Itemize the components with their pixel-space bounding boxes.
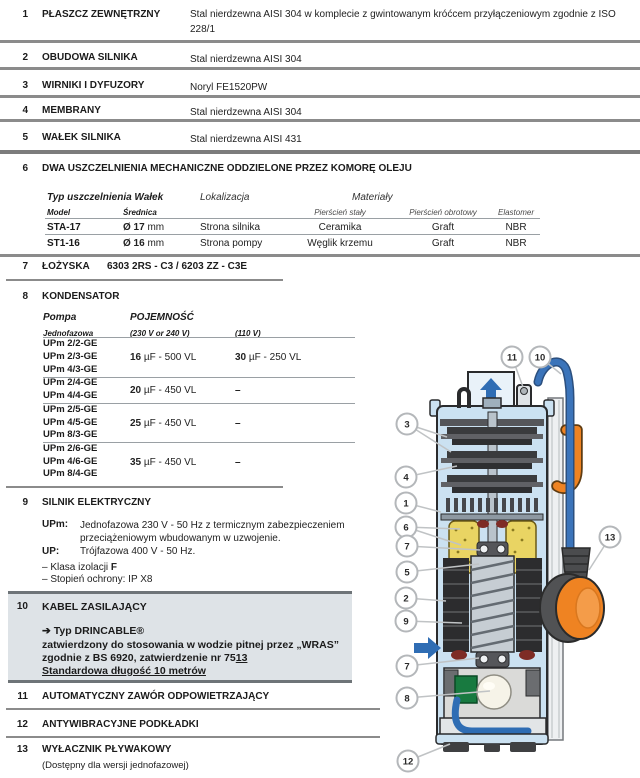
svg-text:12: 12 (402, 756, 414, 768)
pump-model: UPm 4/6-GE (43, 455, 98, 467)
svg-text:1: 1 (403, 498, 409, 510)
callout-2 (396, 588, 417, 609)
section-title: AUTOMATYCZNY ZAWÓR ODPOWIETRZAJĄCY (42, 691, 270, 702)
motor-deck (441, 514, 543, 520)
pump-cutaway-diagram (388, 340, 640, 778)
capacitor-group (43, 443, 355, 481)
row-title: PŁASZCZ ZEWNĘTRZNY (42, 9, 161, 20)
seal-col-header: Średnica (123, 208, 157, 217)
seal-location: Strona silnika (200, 222, 261, 233)
svg-text:9: 9 (403, 616, 409, 628)
divider (0, 40, 640, 43)
section-subtitle: (Dostępny dla wersji jednofazowej) (42, 760, 189, 771)
section-title: ŁOŻYSKA (42, 261, 90, 272)
insulation-class: – Klasa izolacji F (42, 562, 118, 573)
section-title: WYŁACZNIK PŁYWAKOWY (42, 744, 172, 755)
antivibration-pad (484, 744, 500, 752)
capacitor-group (43, 377, 355, 404)
upm-description: Jednofazowa 230 V - 50 Hz z termicznym zabezpieczeniem przeciążeniowym wbudowanym w uzwojenie. (80, 520, 345, 544)
pump-model: UPm 4/4-GE (43, 390, 98, 401)
seal-model: ST1-16 (47, 238, 80, 249)
capacitor-voltage-header: (110 V) (235, 329, 261, 338)
svg-text:11: 11 (506, 352, 518, 364)
seal-elastomer: NBR (505, 238, 527, 249)
seal-rotating-ring: Graft (431, 222, 455, 233)
section-number: 10 (16, 601, 28, 612)
capacitance-110v: – (235, 384, 241, 396)
section-title: SILNIK ELEKTRYCZNY (42, 497, 152, 508)
section-number: 7 (22, 261, 28, 272)
capacitance-230v: 20 µF - 450 VL (130, 384, 197, 396)
pump-model: UPm 2/3-GE (43, 351, 98, 363)
impeller-stack (441, 427, 543, 493)
cable-type-line: ➔ Typ DRINCABLE® (42, 625, 145, 637)
callout-7 (397, 656, 418, 677)
pump-model: UPm 4/5-GE (43, 416, 98, 428)
winding-end (451, 650, 467, 660)
capacitor-phase-header: Jednofazowa (43, 329, 94, 338)
seal-model: STA-17 (47, 222, 81, 233)
cable-approval-line: zatwierdzony do stosowania w wodzie pitnej przez „WRAS” (42, 639, 339, 651)
section-title: KABEL ZASILAJĄCY (42, 601, 147, 613)
seal-location: Strona pompy (200, 238, 263, 249)
row-number: 1 (22, 9, 28, 20)
callout-3 (397, 414, 418, 435)
divider (0, 95, 640, 98)
capacitor-capacity-header: POJEMNOŚĆ (130, 312, 194, 323)
row-number: 5 (22, 132, 28, 143)
section-title: KONDENSATOR (42, 291, 120, 302)
callout-7 (397, 536, 418, 557)
callout-5 (397, 562, 418, 583)
row-title: OBUDOWA SILNIKA (42, 52, 138, 63)
row-title: WAŁEK SILNIKA (42, 132, 121, 143)
capacitor-voltage-header: (230 V or 240 V) (130, 329, 190, 338)
divider (0, 254, 640, 257)
seal-group-header: Lokalizacja (200, 192, 250, 203)
capacitor-pump-header: Pompa (43, 312, 77, 323)
pump-model: UPm 2/5-GE (43, 403, 98, 415)
seal-stationary-ring: Węglik krzemu (307, 238, 373, 249)
row-desc: Stal nierdzewna AISI 431 (190, 134, 302, 145)
svg-text:2: 2 (403, 593, 409, 605)
svg-text:8: 8 (404, 693, 410, 705)
upm-label: UPm: (42, 519, 69, 530)
divider (6, 486, 283, 488)
svg-text:4: 4 (403, 472, 409, 484)
seal-diameter: Ø 16 mm (123, 238, 165, 249)
upper-bearing (477, 542, 508, 556)
seal-col-header: Pierścień obrotowy (409, 208, 477, 217)
capacitance-230v: 16 µF - 500 VL (130, 352, 197, 363)
seal-elastomer: NBR (505, 222, 527, 233)
seal-group-header: Typ uszczelnienia Wałek (47, 192, 164, 203)
row-number: 4 (22, 105, 28, 116)
up-description: Trójfazowa 400 V - 50 Hz. (80, 546, 196, 557)
pump-model: UPm 8/3-GE (43, 429, 98, 441)
callout-4 (396, 467, 417, 488)
row-desc: Stal nierdzewna AISI 304 (190, 107, 302, 118)
capacitance-110v: – (235, 456, 241, 468)
section-number: 12 (16, 719, 28, 730)
seal-rotating-ring: Graft (431, 238, 455, 249)
seal-col-header: Model (47, 208, 71, 217)
row-desc: Stal nierdzewna AISI 304 (190, 54, 302, 65)
antivibration-pad (510, 742, 536, 752)
section-number: 9 (22, 497, 28, 508)
callout-10 (530, 347, 551, 368)
callout-13 (600, 527, 621, 548)
winding-end (519, 650, 535, 660)
divider (6, 279, 283, 281)
motor-rotor (471, 556, 514, 652)
callout-9 (396, 611, 417, 632)
callout-1 (396, 493, 417, 514)
callout-12 (398, 751, 419, 772)
row-title: MEMBRANY (42, 105, 101, 116)
divider (6, 736, 380, 738)
pump-model: UPm 8/4-GE (43, 468, 98, 480)
svg-text:13: 13 (604, 532, 616, 544)
section-number: 11 (17, 691, 28, 702)
capacitance-110v: 30 µF - 250 VL (235, 352, 302, 363)
capacitor-group (43, 404, 355, 443)
svg-text:6: 6 (403, 522, 409, 534)
seal-stationary-ring: Ceramika (318, 222, 362, 233)
callout-11 (502, 347, 523, 368)
row-desc: Noryl FE1520PW (190, 82, 268, 93)
row-desc: Stal nierdzewna AISI 304 w komplecie z gwintowanym króćcem przyłączeniowym zgodnie z ISO 228/1 (190, 9, 616, 35)
section-title: DWA USZCZELNIENIA MECHANICZNE ODDZIELONE PRZEZ KOMORĘ OLEJU (42, 163, 412, 174)
pump-model: UPm 4/3-GE (43, 363, 98, 375)
callout-6 (396, 517, 417, 538)
divider (6, 708, 380, 710)
callout-8 (397, 688, 418, 709)
svg-text:7: 7 (404, 661, 410, 673)
cable-standard-line: zgodnie z BS 6920, zatwierdzenie nr 7513 (42, 652, 248, 664)
divider (0, 150, 640, 154)
table-line (45, 218, 540, 219)
capacitance-110v: – (235, 417, 241, 429)
svg-text:7: 7 (404, 541, 410, 553)
protection-degree: – Stopień ochrony: IP X8 (42, 574, 153, 585)
section-number: 8 (22, 291, 28, 302)
lower-bearing (476, 652, 509, 667)
cable-rail (548, 398, 563, 740)
divider (0, 119, 640, 122)
pump-model: UPm 2/6-GE (43, 442, 98, 454)
svg-text:10: 10 (534, 352, 546, 364)
pump-model: UPm 2/2-GE (43, 338, 98, 350)
divider (0, 67, 640, 70)
section-title: ANTYWIBRACYJNE PODKŁADKI (42, 719, 199, 730)
antivibration-pad (443, 742, 469, 752)
seal-col-header: Pierścień stały (314, 208, 366, 217)
bearings-value: 6303 2RS - C3 / 6203 ZZ - C3E (107, 261, 248, 272)
capacitance-230v: 25 µF - 450 VL (130, 417, 197, 429)
row-title: WIRNIKI I DYFUZORY (42, 80, 145, 91)
section-number: 6 (22, 163, 28, 174)
seal-col-header: Elastomer (497, 208, 534, 217)
capacitance-230v: 35 µF - 450 VL (130, 456, 197, 468)
arrow-right-icon: ➔ (42, 625, 51, 637)
row-number: 3 (22, 80, 28, 91)
section-number: 13 (16, 744, 28, 755)
seal-diameter: Ø 17 mm (123, 222, 165, 233)
table-line (45, 234, 540, 235)
row-number: 2 (22, 52, 28, 63)
seal-group-header: Materiały (352, 192, 393, 203)
pump-model: UPm 2/4-GE (43, 377, 98, 389)
cable-length-line: Standardowa długość 10 metrów (42, 665, 206, 677)
up-label: UP: (42, 546, 60, 557)
svg-text:5: 5 (404, 567, 410, 579)
capacitor-group (43, 337, 355, 378)
svg-text:3: 3 (404, 419, 410, 431)
